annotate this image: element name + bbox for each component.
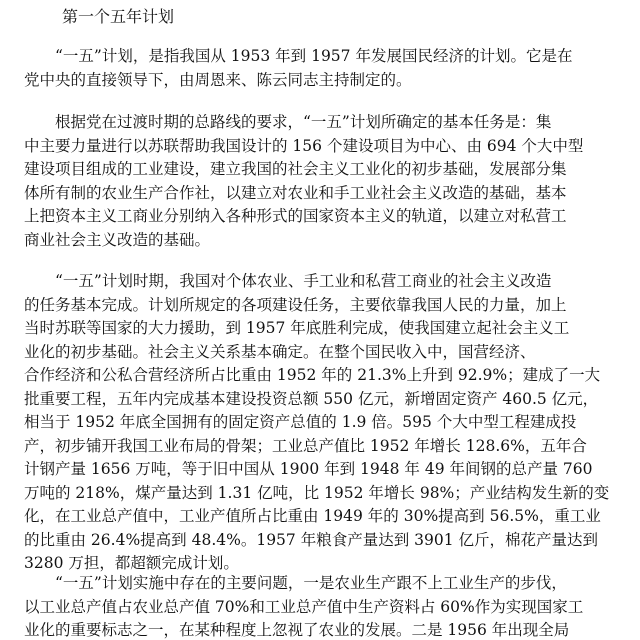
paragraph-line: 以工业总产值占农业总产值 70%和工业总产值中生产资料占 60%作为实现国家工 xyxy=(24,597,584,616)
paragraph-line: 当时苏联等国家的大力援助，到 1957 年底胜利完成，使我国建立起社会主义工 xyxy=(24,319,570,337)
paragraph-line: 万吨的 218%，煤产量达到 1.31 亿吨，比 1952 年增长 98%；产业结构发生新的变 xyxy=(24,483,610,502)
paragraph-line: 产，初步铺开我国工业布局的骨架；工业总产值比 1952 年增长 128.6%，五年合 xyxy=(24,436,587,455)
paragraph-line: 根据党在过渡时期的总路线的要求，“一五”计划所确定的基本任务是：集 xyxy=(24,113,552,131)
paragraph-line: 批重要工程，五年内完成基本建设投资总额 550 亿元，新增固定资产 460.5 亿元， xyxy=(24,389,599,408)
paragraph-line: 党中央的直接领导下，由周恩来、陈云同志主持制定的。 xyxy=(24,70,412,89)
paragraph-line: 业化的初步基础。社会主义关系基本确定。在整个国民收入中，国营经济、 xyxy=(24,342,536,361)
paragraph-line: “一五”计划实施中存在的主要问题，一是农业生产跟不上工业生产的步伐， xyxy=(24,574,567,592)
paragraph-line: 的任务基本完成。计划所规定的各项建设任务，主要依靠我国人民的力量，加上 xyxy=(24,295,567,314)
paragraph-line: 业化的重要标志之一，在某种程度上忽视了农业的发展。二是 1956 年出现全局 xyxy=(24,621,570,639)
paragraph-line: 计钢产量 1656 万吨，等于旧中国从 1900 年到 1948 年 49 年间钢的总产量 760 xyxy=(24,460,593,478)
paragraph-line: 中主要力量进行以苏联帮助我国设计的 156 个建设项目为中心、由 694 个大中型 xyxy=(24,136,584,155)
paragraph-line: 上把资本主义工商业分别纳入各种形式的国家资本主义的轨道，以建立对私营工 xyxy=(24,207,567,225)
paragraph-line: 3280 万担，都超额完成计划。 xyxy=(24,554,239,572)
paragraph-4 xyxy=(24,572,624,640)
paragraph-line: 相当于 1952 年底全国拥有的固定资产总值的 1.9 倍。595 个大中型工程建成投 xyxy=(24,413,577,431)
paragraph-1 xyxy=(24,45,624,92)
paragraph-line: “一五”计划，是指我国从 1953 年到 1957 年发展国民经济的计划。它是在 xyxy=(24,47,573,65)
paragraph-line: 体所有制的农业生产合作社，以建立对农业和手工业社会主义改造的基础，基本 xyxy=(24,183,567,202)
paragraph-line: “一五”计划时期，我国对个体农业、手工业和私营工商业的社会主义改造 xyxy=(24,272,552,290)
paragraph-line: 商业社会主义改造的基础。 xyxy=(24,230,211,249)
paragraph-line: 合作经济和公私合营经济所占比重由 1952 年的 21.3%上升到 92.9%；建成了一大 xyxy=(24,366,601,384)
paragraph-3 xyxy=(24,270,624,576)
page-title: 第一个五年计划 xyxy=(62,7,175,26)
paragraph-line: 化，在工业总产值中，工业产值所占比重由 1949 年的 30%提高到 56.5%，重工业 xyxy=(24,507,601,525)
paragraph-line: 的比重由 26.4%提高到 48.4%。1957 年粮食产量达到 3901 亿斤，棉花产量达到 xyxy=(24,530,599,549)
paragraph-2 xyxy=(24,111,624,252)
paragraph-line: 建设项目组成的工业建设，建立我国的社会主义工业化的初步基础，发展部分集 xyxy=(24,160,567,178)
